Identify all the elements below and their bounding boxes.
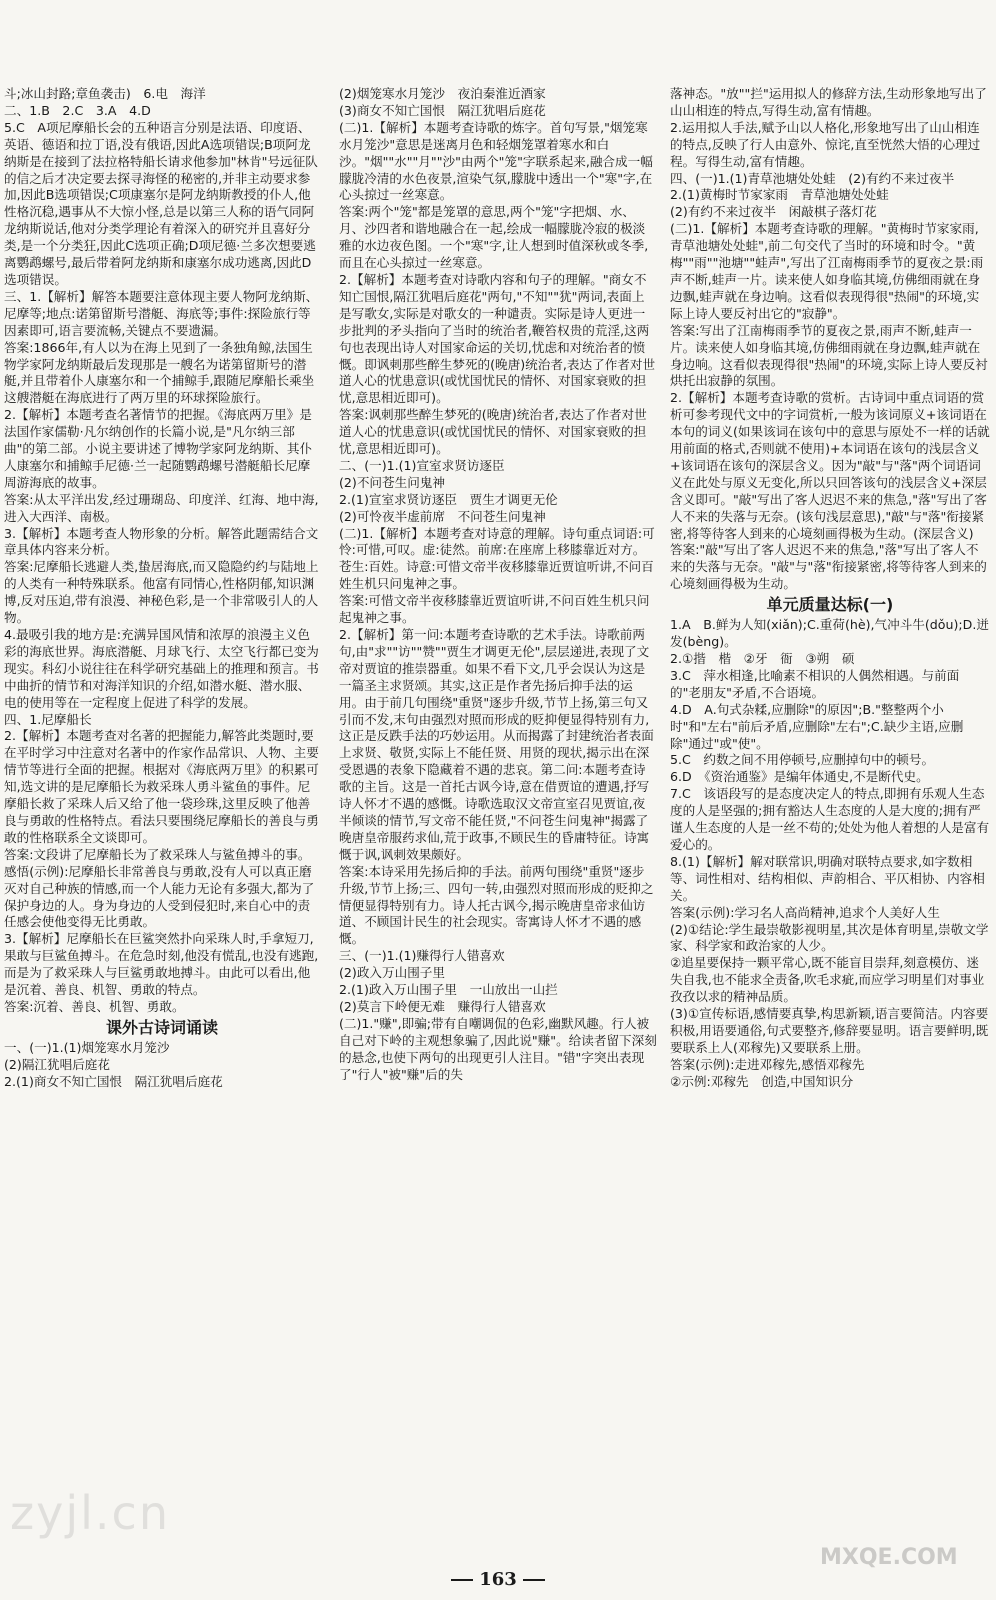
answer-paragraph: 2.(1)政入万山围子里 一山放出一山拦 (339, 982, 558, 998)
section-heading: 课外古诗词诵读 (105, 1017, 218, 1037)
answer-paragraph: (二)1.【解析】本题考查诗歌的炼字。首句写景,"烟笼寒水月笼沙"意思是迷离月色和轻烟笼罩着寒水和白沙。"烟""水""月""沙"由两个"笼"字联系起来,融合成一幅朦胧冷清的水色夜景,渲染气氛,朦胧中透出一个"寒"字,在心头掠过一丝寒意。 (339, 119, 653, 203)
answer-paragraph: 答案:从太平洋出发,经过珊瑚岛、印度洋、红海、地中海,进入大西洋、南极。 (4, 491, 319, 524)
answer-paragraph: 2.(1)商女不知亡国恨 隔江犹唱后庭花 (4, 1073, 223, 1089)
answer-paragraph: 2.【解析】本题考查名著情节的把握。《海底两万里》是法国作家儒勒·凡尔纳创作的长篇小说,是"凡尔纳三部曲"的第二部。小说主要讲述了博物学家阿龙纳斯、其仆人康塞尔和捕鲸手尼德·兰一起随鹦鹉螺号潜艇船长尼摩周游海底的故事。 (4, 407, 313, 490)
answer-paragraph: 6.D 《资治通鉴》是编年体通史,不是断代史。 (670, 769, 929, 785)
answer-paragraph: ②示例:邓稼先 创造,中国知识分 (670, 1073, 854, 1089)
answer-paragraph: 四、(一)1.(1)青草池塘处处蛙 (2)有约不来过夜半 (670, 170, 955, 186)
watermark-left: zyjl.cn (10, 1486, 170, 1540)
answer-paragraph: (2)①结论:学生最崇敬影视明星,其次是体育明星,崇敬文学家、科学家和政治家的人少。 (670, 921, 989, 954)
answer-paragraph: 答案:两个"笼"都是笼罩的意思,两个"笼"字把烟、水、月、沙四者和谐地融合在一起,绘成一幅朦胧冷寂的极淡雅的水边夜色图。一个"寒"字,让人想到时值深秋或冬季,而且在心头掠过一丝寒意。 (339, 204, 649, 271)
answer-paragraph: 4.D A.句式杂糅,应删除"的原因";B."整整两个小时"和"左右"前后矛盾,应删除"左右";C.缺少主语,应删除"通过"或"使"。 (670, 701, 964, 751)
answer-paragraph: 四、1.尼摩船长 (4, 711, 92, 727)
answer-paragraph: (2)可怜夜半虚前席 不问苍生问鬼神 (339, 508, 546, 524)
answer-paragraph: 落神态。"放""拦"运用拟人的修辞方法,生动形象地写出了山山相连的特点,写得生动,富有情趣。 (670, 86, 987, 118)
answer-paragraph: 1.A B.鲜为人知(xiǎn);C.重荷(hè),气冲斗牛(dǒu);D.迸发(bèng)。 (670, 617, 989, 650)
answer-paragraph: 答案:讽刺那些醉生梦死的(晚唐)统治者,表达了作者对世道人心的忧患意识(或忧国忧民的情怀、对国家衰败的担忧,意思相近即可)。 (339, 407, 647, 457)
watermark-right: MXQE.COM (820, 1545, 958, 1570)
answer-paragraph: 感悟(示例):尼摩船长非常善良与勇敢,没有人可以真正磨灭对自己种族的情感,而一个人能力无论有多强大,都为了保护身边的人。身为身边的人受到侵犯时,来自心中的责任感会使他变得无比勇敢。 (4, 863, 315, 930)
answer-paragraph: 2.(1)宣室求贤访逐臣 贾生才调更无伦 (339, 491, 558, 507)
answer-paragraph: 二、1.B 2.C 3.A 4.D (4, 102, 151, 118)
answer-column-right (670, 86, 990, 1520)
answer-paragraph: 答案:文段讲了尼摩船长为了救采珠人与鲨鱼搏斗的事。 (4, 846, 311, 862)
answer-column-middle (339, 86, 657, 1520)
answer-paragraph: 5.C 约数之间不用停顿号,应删掉句中的顿号。 (670, 752, 935, 768)
answer-paragraph: 答案:"敲"写出了客人迟迟不来的焦急,"落"写出了客人不来的失落与无奈。"敲"与"落"衔接紧密,将等待客人到来的心境刻画得极为生动。 (670, 542, 987, 592)
answer-paragraph: 答案:可惜文帝半夜移膝靠近贾谊听讲,不问百姓生机只问起鬼神之事。 (339, 593, 650, 626)
answer-paragraph: (3)①宣传标语,感情要真挚,构思新颖,语言要简洁。内容要积极,用语要通俗,句式要整齐,修辞要显明。语言要鲜明,既要联系上人(邓稼先)又要联系上册。 (670, 1006, 989, 1055)
answer-paragraph: (2)有约不来过夜半 闲敲棋子落灯花 (670, 204, 877, 220)
answer-paragraph: 4.最吸引我的地方是:充满异国风情和浓厚的浪漫主义色彩的海底世界。海底潜艇、月球飞行、太空飞行都已变为现实。科幻小说往往在科学研究基础上的推理和预言。书中曲折的情节和对海洋知识的介绍,如潜水艇、潜水服、电的使用等在一定程度上促进了科学的发展。 (4, 627, 319, 710)
answer-paragraph: 3.【解析】尼摩船长在巨鲨突然扑向采珠人时,手拿短刀,果敢与巨鲨鱼搏斗。在危急时刻,他没有慌乱,也没有逃跑,而是为了救采珠人与巨鲨勇敢地搏斗。由此可以看出,他是沉着、善良、机智、勇敢的特点。 (4, 931, 319, 998)
answer-paragraph: (2)莫言下岭便无难 赚得行人错喜欢 (339, 998, 546, 1014)
answer-paragraph: 三、(一)1.(1)赚得行人错喜欢 (339, 948, 505, 964)
answer-paragraph: (二)1."赚",即骗;带有自嘲调侃的色彩,幽默风趣。行人被自己对下岭的主观想象骗了,因此说"赚"。给读者留下深刻的悬念,也使下两句的出现更引人注目。"错"字突出表现了"行人"被"赚"后的失 (339, 1015, 657, 1082)
answer-paragraph: 2.(1)黄梅时节家家雨 青草池塘处处蛙 (670, 187, 889, 203)
answer-paragraph: (3)商女不知亡国恨 隔江犹唱后庭花 (339, 102, 546, 118)
page-number: 163 (479, 1569, 517, 1590)
answer-paragraph: 3.【解析】本题考查人物形象的分析。解答此题需结合文章具体内容来分析。 (4, 525, 319, 558)
footer-dash-right (523, 1579, 545, 1581)
answer-paragraph: 2.【解析】本题考查诗歌的赏析。古诗词中重点词语的赏析可参考现代文中的字词赏析,一般为该词原义+该词语在本句的词义(如果该词在该句中的意思与原处不一样的话就用前面的格式,否则就不使用)+本词语在该句的浅层含义+该词语在该句的深层含义。因为"敲"与"落"两个词语词义在此处与原义无变化,所以只回答该句的浅层含义+深层含义即可。"敲"写出了客人迟迟不来的焦急,"落"写出了客人不来的失落与无奈。(该句浅层意思),"敲"与"落"衔接紧密,将等待客人到来的心境刻画得极为生动。(深层含义) (670, 390, 990, 541)
answer-column-left (4, 86, 320, 1520)
answer-paragraph: 答案:沉着、善良、机智、勇敢。 (4, 998, 185, 1014)
answer-paragraph: 答案:1866年,有人以为在海上见到了一条独角鲸,法国生物学家阿龙纳斯最后发现那是一艘名为诺第留斯号的潜艇,并且带着仆人康塞尔和一个捕鲸手,跟随尼摩船长乘坐这艘潜艇在海底进行了两万里的环球探险旅行。 (4, 339, 315, 406)
footer-dash-left (451, 1579, 473, 1581)
answer-paragraph: 3.C 萍水相逢,比喻素不相识的人偶然相遇。与前面的"老朋友"矛盾,不合语境。 (670, 667, 960, 700)
answer-paragraph: 5.C A项尼摩船长会的五种语言分别是法语、印度语、英语、德语和拉丁语,没有俄语,因此A选项错误;B项阿龙纳斯是在接到了法拉格特船长请求他参加"林肯"号远征队的信之后才决定要去探寻海怪的秘密的,并非主动要求参加,因此B选项错误;C项康塞尔是阿龙纳斯教授的仆人,他性格沉稳,遇事从不大惊小怪,总是以第三人称的语气同阿龙纳斯说话,他对分类学理论有着深入的研究并且喜好分类,是一个分类狂,因此C选项正确;D项尼德·兰多次想要逃离鹦鹉螺号,最后带着阿龙纳斯和康塞尔成功逃离,因此D选项错误。 (4, 119, 318, 287)
answer-paragraph: 答案:尼摩船长逃避人类,蛰居海底,而又隐隐约约与陆地上的人类有一种特殊联系。他富有同情心,性格阴郁,知识渊博,反对压迫,带有浪漫、神秘色彩,是一个非常吸引人的人物。 (4, 559, 319, 626)
answer-paragraph: 8.(1)【解析】解对联常识,明确对联特点要求,如字数相等、词性相对、结构相似、声韵相合、平仄相协、内容相关。 (670, 853, 985, 903)
answer-paragraph: 三、1.【解析】解答本题要注意体现主要人物阿龙纳斯、尼摩等;地点:诺第留斯号潜艇、海底等;事件:探险旅行等因素即可,语言要流畅,关键点不要遗漏。 (4, 288, 319, 338)
answer-paragraph: (2)隔江犹唱后庭花 (4, 1056, 110, 1072)
section-heading: 单元质量达标(一) (766, 595, 894, 615)
answer-paragraph: 2.【解析】本题考查对诗歌内容和句子的理解。"商女不知亡国恨,隔江犹唱后庭花"两句,"不知""犹"两词,表面上是写歌女,实际是对歌女的一种谴责。实际是诗人更进一步批判的矛头指向了当时的统治者,鞭笞权贵的荒淫,这两句也表现出诗人对国家命运的关切,忧虑和对统治者的愤慨。即讽刺那些醉生梦死的(晚唐)统治者,表达了作者对世道人心的忧患意识(或忧国忧民的情怀、对国家衰败的担忧,意思相近即可)。 (339, 271, 656, 406)
answer-paragraph: 7.C 该语段写的是态度决定人的特点,即拥有乐观人生态度的人是坚强的;拥有豁达人生态度的人是大度的;拥有严谨人生态度的人是一丝不苟的;处处为他人着想的人是富有爱心的。 (670, 786, 990, 852)
answer-paragraph: 2.【解析】本题考查对名著的把握能力,解答此类题时,要在平时学习中注意对名著中的作家作品常识、人物、主要情节等进行全面的把握。根据对《海底两万里》的积累可知,选文讲的是尼摩船长为救采珠人勇斗鲨鱼的事件。尼摩船长救了采珠人后又给了他一袋珍珠,这里反映了他善良与勇敢的性格特点。看法只要围绕尼摩船长的善良与勇敢的性格联系全文谈即可。 (4, 728, 319, 845)
answer-paragraph: (二)1.【解析】本题考查诗歌的理解。"黄梅时节家家雨,青草池塘处处蛙",前二句交代了当时的环境和时令。"黄梅""雨""池塘""蛙声",写出了江南梅雨季节的夏夜之景:雨声不断,蛙声一片。读来使人如身临其境,仿佛细雨就在身边飘,蛙声就在身边响。这看似表现得很"热闹"的环境,实际上诗人要反衬出它的"寂静"。 (670, 221, 984, 321)
answer-paragraph: 斗;冰山封路;章鱼袭击) 6.电 海洋 (4, 86, 206, 101)
answer-paragraph: 2.运用拟人手法,赋予山以人格化,形象地写出了山山相连的特点,反映了行人由意外、惊诧,直至恍然大悟的心理过程。写得生动,富有情趣。 (670, 119, 981, 169)
page-footer (0, 1569, 996, 1590)
answer-paragraph: (2)政入万山围子里 (339, 965, 445, 981)
answer-paragraph: 二、(一)1.(1)宣室求贤访逐臣 (339, 457, 505, 473)
answer-paragraph: (二)1.【解析】本题考查对诗意的理解。诗句重点词语:可怜:可惜,可叹。虚:徒然。前席:在座席上移膝靠近对方。苍生:百姓。诗意:可惜文帝半夜移膝靠近贾谊听讲,不问百姓生机只问鬼神之事。 (339, 525, 655, 592)
answer-paragraph: 答案(示例):学习名人高尚精神,追求个人美好人生 (670, 904, 940, 920)
answer-paragraph: (2)不问苍生问鬼神 (339, 474, 445, 490)
answer-paragraph: 2.【解析】第一问:本题考查诗歌的艺术手法。诗歌前两句,由"求""访""赞""贾生才调更无伦",层层递进,表现了文帝对贾谊的推崇器重。如果不看下文,几乎会误认为这是一篇圣主求贤颂。其实,这正是作者先扬后抑手法的运用。由于前几句围绕"重贤"逐步升级,节节上扬,第三句又引而不发,末句由强烈对照而形成的贬抑便显得特别有力,这正是反跌手法的巧妙运用。从而揭露了封建统治者表面上求贤、敬贤,实际上不能任贤、用贤的现状,揭示出在深受恩遇的表象下隐藏着不遇的悲哀。第二问:本题考查诗歌的主旨。这是一首托古讽今诗,意在借贾谊的遭遇,抒写诗人怀才不遇的感慨。诗歌选取汉文帝宣室召见贾谊,夜半倾谈的情节,写文帝不能任贤,"不问苍生问鬼神"揭露了晚唐皇帝服药求仙,荒于政事,不顾民生的昏庸特征。诗寓慨于讽,讽刺效果颇好。 (339, 627, 654, 862)
answer-paragraph: 答案:本诗采用先扬后抑的手法。前两句围绕"重贤"逐步升级,节节上扬;三、四句一转,由强烈对照而形成的贬抑之情便显得特别有力。诗人托古讽今,揭示晚唐皇帝求仙访道、不顾国计民生的社会现实。寄寓诗人怀才不遇的感慨。 (339, 863, 654, 947)
answer-paragraph: 答案(示例):走进邓稼先,感悟邓稼先 (670, 1056, 865, 1072)
answer-paragraph: 答案:写出了江南梅雨季节的夏夜之景,雨声不断,蛙声一片。读来使人如身临其境,仿佛细雨就在身边飘,蛙声就在身边响。这看似表现得很"热闹"的环境,实际上诗人要反衬烘托出寂静的氛围。 (670, 322, 988, 389)
answer-paragraph: 2.①揩 楷 ②牙 衙 ③朔 硕 (670, 651, 855, 666)
answer-paragraph: ②追星要保持一颗平常心,既不能盲目崇拜,刻意模仿、迷失自我,也不能求全责备,吹毛求疵,而应学习明星们对事业孜孜以求的精神品质。 (670, 955, 985, 1005)
answer-paragraph: 一、(一)1.(1)烟笼寒水月笼沙 (4, 1039, 170, 1055)
answer-paragraph: (2)烟笼寒水月笼沙 夜泊秦淮近酒家 (339, 86, 546, 101)
